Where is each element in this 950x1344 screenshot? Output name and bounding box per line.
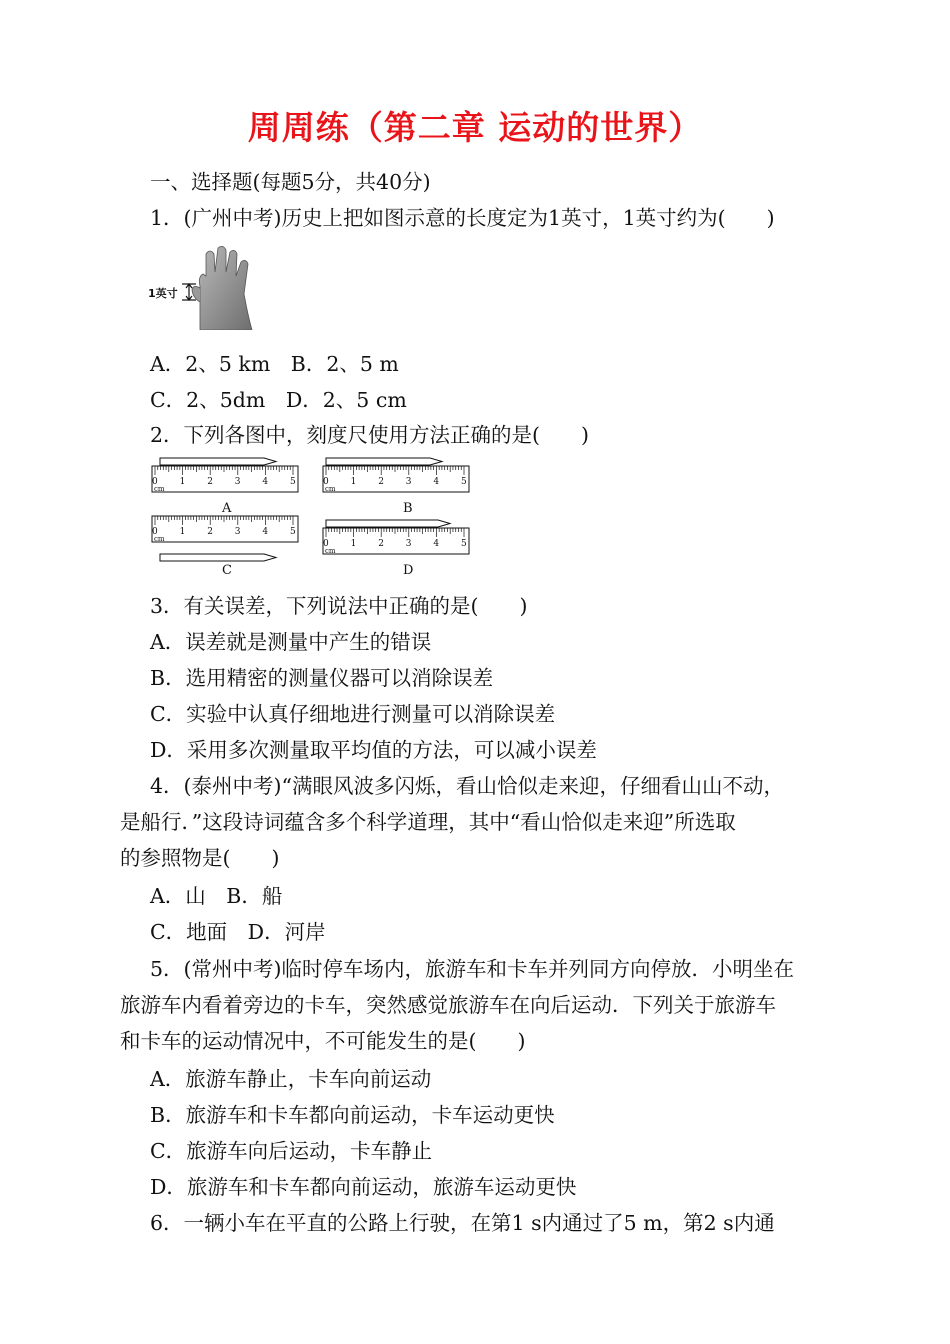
ruler-tick-label-c: 1: [179, 527, 186, 537]
ruler-tick-label-c: 0: [152, 527, 158, 537]
question-5-option-b: B．旅游车和卡车都向前运动，卡车运动更快: [150, 1103, 555, 1127]
question-1-stem: 1．(广州中考)历史上把如图示意的长度定为1英寸，1英寸约为( ): [150, 206, 775, 230]
ruler-unit-d: cm: [325, 547, 336, 555]
ruler-option-label-c: C: [222, 563, 232, 578]
ruler-option-label-b: B: [403, 501, 413, 516]
ruler-tick-label-b: 3: [405, 477, 412, 487]
ruler-tick-label-d: 3: [405, 539, 412, 549]
ruler-tick-label-d: 4: [433, 539, 440, 549]
page-title: 周周练（第二章 运动的世界）: [247, 108, 703, 147]
ruler-option-label-d: D: [403, 563, 414, 578]
hand-inch-figure: [148, 246, 258, 330]
ruler-tick-label-d: 5: [461, 539, 467, 549]
ruler-tick-label-a: 1: [179, 477, 186, 487]
measured-object-a: [160, 458, 276, 465]
ruler-tick-label-a: 2: [207, 477, 213, 487]
ruler-unit-b: cm: [325, 485, 336, 493]
ruler-option-label-a: A: [222, 501, 232, 516]
ruler-tick-label-d: 2: [378, 539, 384, 549]
question-4-line-3: 的参照物是( ): [120, 846, 280, 870]
ruler-tick-label-a: 3: [234, 477, 241, 487]
ruler-tick-label-b: 1: [350, 477, 357, 487]
ruler-unit-c: cm: [154, 535, 165, 543]
ruler-unit-a: cm: [154, 485, 165, 493]
question-5-line-1: 5．(常州中考)临时停车场内，旅游车和卡车并列同方向停放．小明坐在: [150, 957, 795, 981]
question-5-option-c: C．旅游车向后运动，卡车静止: [150, 1139, 433, 1163]
ruler-tick-label-d: 1: [350, 539, 357, 549]
question-5-option-a: A．旅游车静止，卡车向前运动: [150, 1067, 432, 1091]
ruler-tick-label-c: 4: [262, 527, 269, 537]
question-4-option-ab: A．山 B．船: [150, 884, 283, 908]
ruler-tick-label-c: 2: [207, 527, 213, 537]
ruler-tick-label-b: 2: [378, 477, 384, 487]
question-3-option-a: A．误差就是测量中产生的错误: [150, 630, 432, 654]
ruler-tick-label-b: 4: [433, 477, 440, 487]
section-heading: 一、选择题(每题5分，共40分): [150, 170, 431, 194]
ruler-tick-label-c: 5: [290, 527, 296, 537]
ruler-figures: [148, 452, 478, 580]
measured-object-b: [326, 458, 442, 465]
ruler-tick-label-a: 5: [290, 477, 296, 487]
question-1-option-cd: C．2、5dm D．2、5 cm: [150, 388, 407, 412]
question-3-stem: 3．有关误差，下列说法中正确的是( ): [150, 594, 528, 618]
measured-object-d: [326, 520, 450, 527]
ruler-tick-label-a: 4: [262, 477, 269, 487]
question-3-option-d: D．采用多次测量取平均值的方法，可以减小误差: [150, 738, 597, 762]
question-2-stem: 2．下列各图中，刻度尺使用方法正确的是( ): [150, 423, 590, 447]
question-5-line-2: 旅游车内看着旁边的卡车，突然感觉旅游车在向后运动．下列关于旅游车: [120, 993, 776, 1017]
question-4-option-cd: C．地面 D．河岸: [150, 920, 326, 944]
question-4-line-1: 4．(泰州中考)“满眼风波多闪烁，看山恰似走来迎，仔细看山山不动，: [150, 774, 785, 798]
question-5-option-d: D．旅游车和卡车都向前运动，旅游车运动更快: [150, 1175, 577, 1199]
question-3-option-c: C．实验中认真仔细地进行测量可以消除误差: [150, 702, 556, 726]
question-5-line-3: 和卡车的运动情况中，不可能发生的是( ): [120, 1029, 526, 1053]
ruler-tick-label-b: 5: [461, 477, 467, 487]
ruler-tick-label-b: 0: [323, 477, 329, 487]
ruler-tick-label-c: 3: [234, 527, 241, 537]
question-1-option-ab: A．2、5 km B．2、5 m: [150, 352, 399, 376]
ruler-tick-label-a: 0: [152, 477, 158, 487]
measured-object-c: [160, 554, 276, 561]
question-4-line-2: 是船行．”这段诗词蕴含多个科学道理，其中“看山恰似走来迎”所选取: [120, 810, 736, 834]
ruler-tick-label-d: 0: [323, 539, 329, 549]
question-3-option-b: B．选用精密的测量仪器可以消除误差: [150, 666, 494, 690]
question-6-stem: 6．一辆小车在平直的公路上行驶，在第1 s内通过了5 m，第2 s内通: [150, 1211, 775, 1235]
figure-label-1inch: 1英寸: [148, 287, 178, 300]
